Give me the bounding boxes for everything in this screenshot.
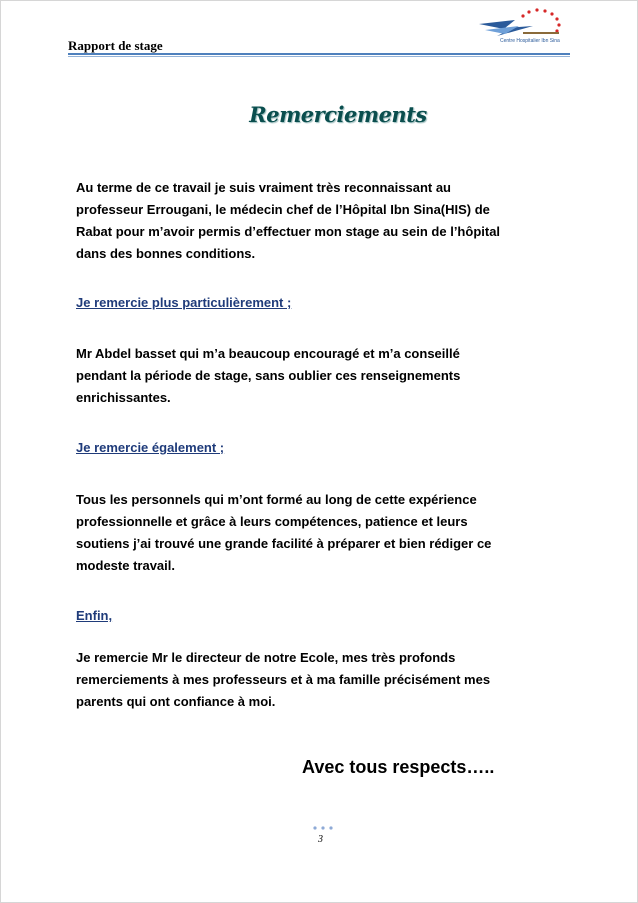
text-line: Au terme de ce travail je suis vraiment très reconnaissant au xyxy=(76,180,451,195)
stars-ring-icon xyxy=(521,8,560,32)
header-rule xyxy=(68,53,570,55)
subheading-egalement: Je remercie également ; xyxy=(76,440,225,455)
paragraph-directeur xyxy=(76,647,572,713)
text-line: modeste travail. xyxy=(76,558,175,573)
text-line: Rabat pour m’avoir permis d’effectuer mon stage au sein de l’hôpital xyxy=(76,224,501,239)
subheading-enfin: Enfin, xyxy=(76,608,113,623)
subheading-particulierement: Je remercie plus particulièrement ; xyxy=(76,295,292,310)
logo-text: Centre Hospitalier Ibn Sina xyxy=(500,38,560,44)
page-dots-icon xyxy=(312,826,336,830)
closing-line: Avec tous respects….. xyxy=(302,757,495,777)
text-line: professionnelle et grâce à leurs compétences, patience et leurs xyxy=(76,514,468,529)
text-line: Tous les personnels qui m’ont formé au long de cette expérience xyxy=(76,492,477,507)
page-heading: Remerciements xyxy=(249,102,427,127)
text-line: enrichissantes. xyxy=(76,390,171,405)
page-number: 3 xyxy=(318,834,323,845)
header-rule-thin xyxy=(68,56,570,57)
text-line: Je remercie Mr le directeur de notre Ecole, mes très profonds xyxy=(76,650,456,665)
text-line: soutiens j’ai trouvé une grande facilité à préparer et bien rédiger ce xyxy=(76,536,492,551)
paragraph-intro xyxy=(76,177,572,265)
text-line: Mr Abdel basset qui m’a beaucoup encouragé et m’a conseillé xyxy=(76,346,460,361)
paragraph-abdel-basset xyxy=(76,343,572,409)
paragraph-personnels xyxy=(76,489,572,577)
text-line: parents qui ont confiance à moi. xyxy=(76,694,276,709)
header-title: Rapport de stage xyxy=(68,38,163,53)
text-line: professeur Errougani, le médecin chef de l’Hôpital Ibn Sina(HIS) de xyxy=(76,202,490,217)
text-line: remerciements à mes professeurs et à ma famille précisément mes xyxy=(76,672,491,687)
text-line: dans des bonnes conditions. xyxy=(76,246,256,261)
text-line: pendant la période de stage, sans oublier ces renseignements xyxy=(76,368,461,383)
